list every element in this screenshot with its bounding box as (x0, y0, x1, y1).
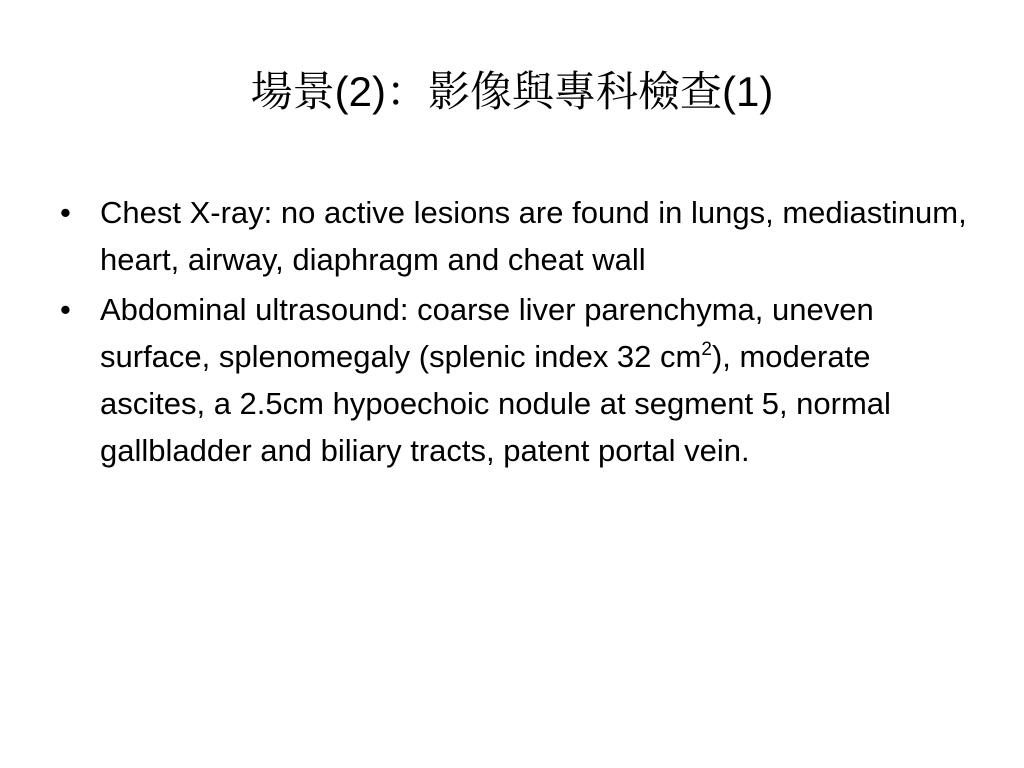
bullet-text-abdominal-ultrasound (100, 292, 891, 468)
bullet-item-chest-xray (57, 189, 977, 283)
ultrasound-text-after-superscript: ), moderate ascites, a 2.5cm hypoechoic nodule at segment 5, normal gallbladder and biliary tracts, patent portal vein. (100, 339, 891, 468)
bullet-list (57, 189, 977, 477)
ultrasound-text-before-superscript: Abdominal ultrasound: coarse liver parenchyma, uneven surface, splenomegaly (splenic index 32 cm (100, 292, 874, 374)
bullet-item-abdominal-ultrasound (57, 286, 977, 474)
bullet-marker: • (60, 195, 71, 230)
slide-title: 場景(2)：影像與專科檢查(1) (250, 68, 774, 115)
bullet-marker: • (60, 292, 71, 327)
superscript-square: 2 (701, 339, 712, 360)
bullet-text-chest-xray: Chest X-ray: no active lesions are found in lungs, mediastinum, heart, airway, diaphragm and cheat wall (100, 195, 967, 277)
